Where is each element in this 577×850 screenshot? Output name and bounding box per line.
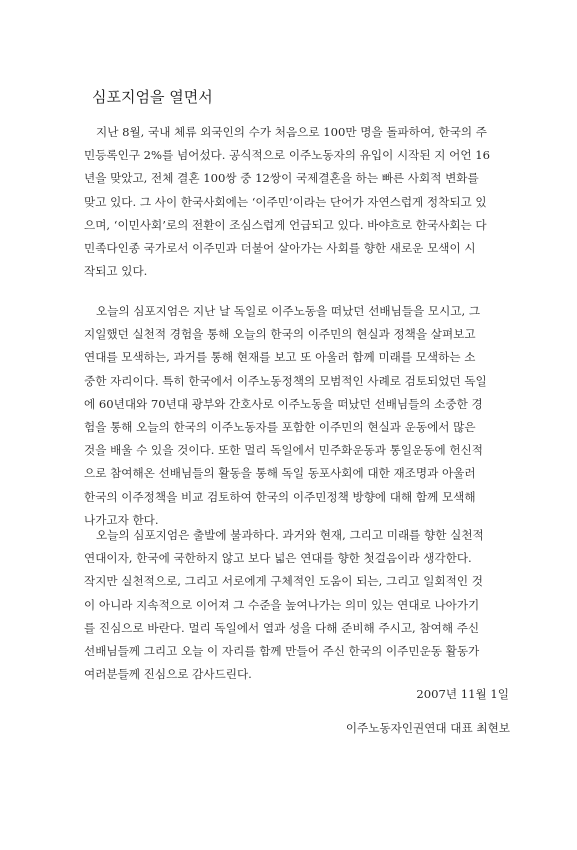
paragraph-line: 것을 배울 수 있을 것이다. 또한 멀리 독일에서 민주화운동과 통일운동에 헌신적	[84, 443, 483, 458]
paragraph-line: 으며, ‘이민사회’로의 전환이 조심스럽게 언급되고 있다. 바야흐로 한국사회는 다	[84, 217, 487, 232]
paragraph-line: 한국의 이주정책을 비교 검토하여 한국의 이주민정책 방향에 대해 함께 모색해	[84, 489, 476, 504]
paragraph-line: 지난 8월, 국내 체류 외국인의 수가 처음으로 100만 명을 돌파하여, 한국의 주	[96, 125, 488, 139]
paragraph-line: 에 60년대와 70년대 광부와 간호사로 이주노동을 떠났던 선배님들의 소중한 경	[84, 396, 483, 411]
paragraph-1	[84, 121, 494, 283]
paragraph-line: 이 아니라 지속적으로 이어져 그 수준을 높여나가는 의미 있는 연대로 나아가기	[84, 597, 480, 612]
paragraph-line: 민등록인구 2%를 넘어섰다. 공식적으로 이주노동자의 유입이 시작된 지 어언 16	[84, 148, 490, 163]
paragraph-line: 년을 맞았고, 전체 결혼 100쌍 중 12쌍이 국제결혼을 하는 빠른 사회적 변화를	[84, 171, 479, 186]
paragraph-line: 맞고 있다. 그 사이 한국사회에는 ‘이주민’이라는 단어가 자연스럽게 정착되고 있	[84, 194, 487, 209]
paragraph-line: 오늘의 심포지엄은 출발에 불과하다. 과거와 현재, 그리고 미래를 향한 실천적	[96, 528, 484, 542]
paragraph-line: 선배님들께 그리고 오늘 이 자리를 함께 만들어 주신 한국의 이주민운동 활동가	[84, 643, 480, 658]
paragraph-line: 연대를 모색하는, 과거를 통해 현재를 보고 또 아울러 함께 미래를 모색하는 소	[84, 350, 476, 365]
paragraph-line: 으로 참여해온 선배님들의 활동을 통해 독일 동포사회에 대한 재조명과 아울러	[84, 466, 476, 481]
paragraph-line: 작지만 실천적으로, 그리고 서로에게 구체적인 도움이 되는, 그리고 일회적인 것	[84, 574, 483, 589]
paragraph-line: 연대이자, 한국에 국한하지 않고 보다 넓은 연대를 향한 첫걸음이라 생각한다.	[84, 551, 472, 566]
paragraph-line: 지일했던 실천적 경험을 통해 오늘의 한국의 이주민의 현실과 정책을 살펴보고	[84, 327, 476, 342]
paragraph-line: 여러분들께 진심으로 감사드린다.	[84, 667, 252, 682]
document-title: 심포지엄을 열면서	[92, 88, 213, 106]
paragraph-line: 중한 자리이다. 특히 한국에서 이주노동정책의 모범적인 사례로 검토되었던 독일	[84, 373, 487, 388]
paragraph-2	[84, 300, 494, 532]
paragraph-line: 작되고 있다.	[84, 264, 148, 279]
document-date: 2007년 11월 1일	[416, 687, 509, 701]
paragraph-line: 나가고자 한다.	[84, 512, 159, 527]
paragraph-line: 오늘의 심포지엄은 지난 날 독일로 이주노동을 떠났던 선배님들을 모시고, 그	[96, 304, 481, 318]
paragraph-line: 를 진심으로 바란다. 멀리 독일에서 열과 성을 다해 준비해 주시고, 참여해 주신	[84, 620, 480, 635]
paragraph-3	[84, 524, 494, 686]
paragraph-line: 험을 통해 오늘의 한국의 이주노동자를 포함한 이주민의 현실과 운동에서 많은	[84, 419, 476, 434]
document-signature: 이주노동자인권연대 대표 최현보	[345, 721, 510, 735]
paragraph-line: 민족다인종 국가로서 이주민과 더불어 살아가는 사회를 향한 새로운 모색이 시	[84, 240, 476, 255]
